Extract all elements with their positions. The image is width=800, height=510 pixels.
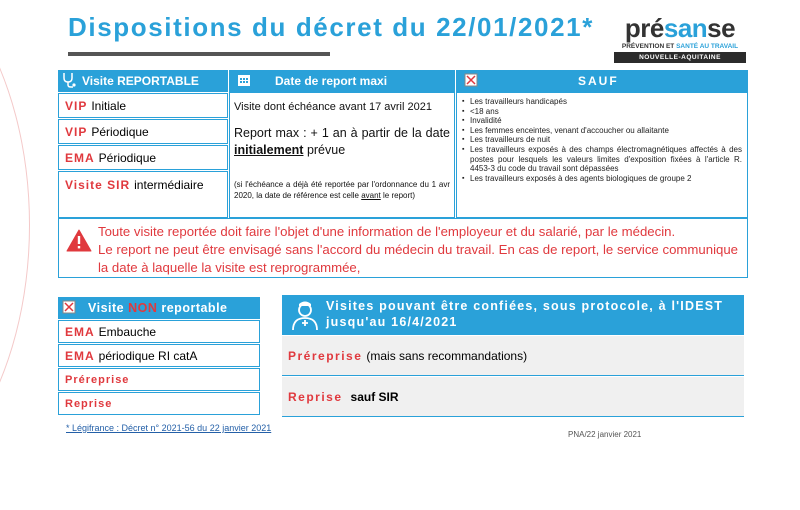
logo-tagline: PRÉVENTION ET SANTÉ AU TRAVAIL xyxy=(621,43,739,50)
title-underline xyxy=(68,52,330,56)
calendar-icon xyxy=(237,73,251,90)
crossed-box-icon xyxy=(62,300,76,317)
report-note: (si l'échéance a déjà été reportée par l'ordonnance du 1 avr 2020, la date de référence est celle avant le report) xyxy=(234,180,450,200)
nurse-icon xyxy=(290,299,320,334)
logo-region: NOUVELLE-AQUITAINE xyxy=(614,52,746,63)
report-line-2: Report max : + 1 an à partir de la date initialement prévue xyxy=(234,126,450,157)
row-ema-ri-cata: EMA périodique RI catA xyxy=(58,344,260,367)
list-item: ▪ Les travailleurs de nuit xyxy=(462,135,742,145)
header-sauf xyxy=(456,70,748,92)
row-protocole-reprise: Reprise sauf SIR xyxy=(282,377,744,417)
header-label: Visites pouvant être confiées, sous protocole, à l'IDEST jusqu'au 16/4/2021 xyxy=(326,299,724,329)
legifrance-link[interactable]: * Légifrance : Décret n° 2021-56 du 22 janvier 2021 xyxy=(66,423,272,433)
header-label: SAUF xyxy=(578,74,619,88)
header-date-report xyxy=(229,70,455,92)
presanse-logo xyxy=(614,14,746,63)
row-reprise: Reprise xyxy=(58,392,260,415)
row-visite-sir: Visite SIR intermédiaire xyxy=(58,171,228,218)
warning-line-2: Le report ne peut être envisagé sans l'accord du médecin du travail. En cas de report, le service communique la date à laquelle la visite est reprogrammée, xyxy=(98,242,738,275)
row-prereprise: Préreprise xyxy=(58,368,260,391)
list-item: ▪ Invalidité xyxy=(462,116,742,126)
list-item: ▪ Les travailleurs handicapés xyxy=(462,97,742,107)
report-line-1: Visite dont échéance avant 17 avril 2021 xyxy=(234,101,432,113)
row-ema-embauche: EMA Embauche xyxy=(58,320,260,343)
decorative-arc xyxy=(0,0,30,510)
page-title: Dispositions du décret du 22/01/2021* xyxy=(68,12,594,42)
warning-icon xyxy=(66,229,92,257)
list-item: ▪ Les femmes enceintes, venant d'accoucher ou allaitante xyxy=(462,126,742,136)
list-item: ▪ Les travailleurs exposés à des agents biologiques de groupe 2 xyxy=(462,174,742,184)
header-label: Visite REPORTABLE xyxy=(82,74,199,88)
row-vip-initiale: VIP Initiale xyxy=(58,93,228,118)
stethoscope-icon xyxy=(62,72,76,91)
crossed-box-icon xyxy=(464,73,478,90)
header-label: Visite NON reportable xyxy=(88,301,228,315)
warning-line-1: Toute visite reportée doit faire l'objet d'une information de l'employeur et du salarié, par le médecin. xyxy=(98,224,676,239)
header-protocole xyxy=(282,295,744,335)
header-label: Date de report maxi xyxy=(275,74,388,88)
warning-text xyxy=(98,223,738,277)
sauf-list xyxy=(462,97,742,183)
slide-footer-date: PNA/22 janvier 2021 xyxy=(568,430,642,439)
list-item: ▪ <18 ans xyxy=(462,107,742,117)
row-protocole-prereprise: Préreprise (mais sans recommandations) xyxy=(282,336,744,376)
header-non-reportable xyxy=(58,297,260,319)
row-vip-periodique: VIP Périodique xyxy=(58,119,228,144)
header-visite-reportable xyxy=(58,70,228,92)
list-item: ▪ Les travailleurs exposés à des champs électromagnétiques affectés à des postes pour lesquels les valeurs limites d'exposition fixées à l'article R. 4453-3 du code du travail sont dépassées xyxy=(462,145,742,174)
row-ema-periodique: EMA Périodique xyxy=(58,145,228,170)
logo-word: présanse xyxy=(624,13,736,43)
